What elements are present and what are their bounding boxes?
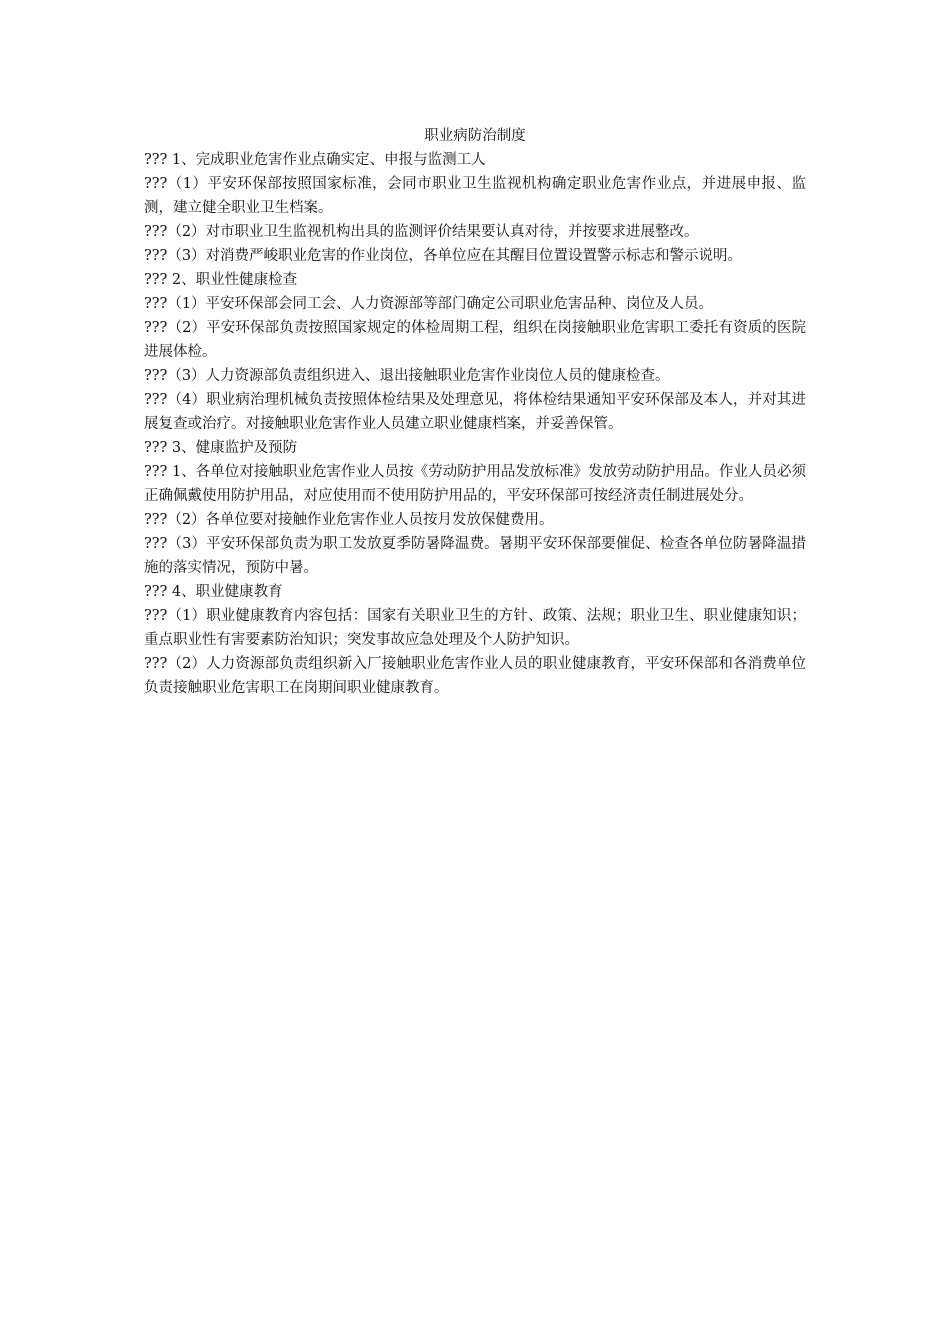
paragraph: ???（1）职业健康教育内容包括：国家有关职业卫生的方针、政策、法规；职业卫生、职业健康知识；重点职业性有害要素防治知识；突发事故应急处理及个人防护知识。 [144,608,806,648]
document-body [144,124,806,700]
section-heading: ??? 4、职业健康教育 [144,584,283,600]
paragraph: ???（2）平安环保部负责按照国家规定的体检周期工程，组织在岗接触职业危害职工委托有资质的医院进展体检。 [144,320,806,360]
section-heading: ??? 2、职业性健康检查 [144,272,298,288]
paragraph: ???（4）职业病治理机械负责按照体检结果及处理意见，将体检结果通知平安环保部及本人，并对其进展复查或治疗。对接触职业危害作业人员建立职业健康档案，并妥善保管。 [144,392,806,432]
paragraph: ???（2）人力资源部负责组织新入厂接触职业危害作业人员的职业健康教育，平安环保部和各消费单位负责接触职业危害职工在岗期间职业健康教育。 [144,656,806,696]
document-title: 职业病防治制度 [424,128,526,144]
paragraph: ???（2）对市职业卫生监视机构出具的监测评价结果要认真对待，并按要求进展整改。 [144,224,699,240]
paragraph: ??? 1、各单位对接触职业危害作业人员按《劳动防护用品发放标准》发放劳动防护用品。作业人员必须正确佩戴使用防护用品，对应使用而不使用防护用品的，平安环保部可按经济责任制进展处分。 [144,464,806,504]
paragraph: ???（3）平安环保部负责为职工发放夏季防暑降温费。暑期平安环保部要催促、检查各单位防暑降温措施的落实情况，预防中暑。 [144,536,806,576]
paragraph: ???（1）平安环保部按照国家标准，会同市职业卫生监视机构确定职业危害作业点，并进展申报、监测，建立健全职业卫生档案。 [144,176,806,216]
paragraph: ???（3）对消费严峻职业危害的作业岗位，各单位应在其醒目位置设置警示标志和警示说明。 [144,248,743,264]
paragraph: ???（2）各单位要对接触作业危害作业人员按月发放保健费用。 [144,512,554,528]
section-heading: ??? 3、健康监护及预防 [144,440,298,456]
paragraph: ??? 1、完成职业危害作业点确实定、申报与监测工人 [144,152,486,168]
paragraph: ???（3）人力资源部负责组织进入、退出接触职业危害作业岗位人员的健康检查。 [144,368,670,384]
paragraph: ???（1）平安环保部会同工会、人力资源部等部门确定公司职业危害品种、岗位及人员。 [144,296,714,312]
